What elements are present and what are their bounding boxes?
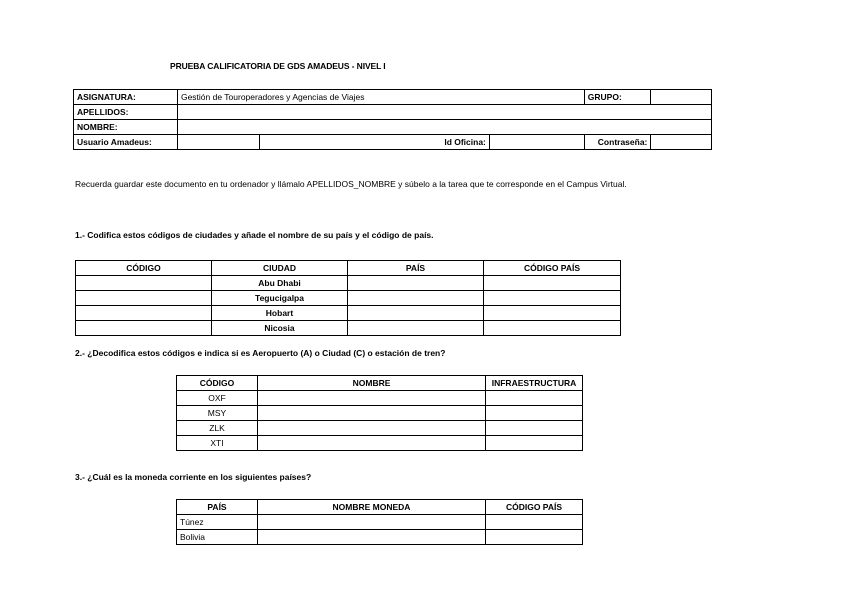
column-header: PAÍS: [348, 261, 484, 276]
question-3: 3.- ¿Cuál es la moneda corriente en los siguientes países?: [75, 472, 312, 482]
column-header: CÓDIGO: [177, 376, 258, 391]
codigo-pais-cell[interactable]: [484, 291, 621, 306]
codigo-pais-cell[interactable]: [486, 530, 583, 545]
table-row: [177, 406, 583, 421]
apellidos-label: APELLIDOS:: [74, 105, 178, 120]
infraestructura-cell[interactable]: [486, 391, 583, 406]
moneda-cell[interactable]: [258, 530, 486, 545]
nombre-cell[interactable]: [258, 391, 486, 406]
codigo-cell: MSY: [177, 406, 258, 421]
table-row: [76, 276, 621, 291]
apellidos-field[interactable]: [177, 105, 711, 120]
asignatura-value[interactable]: Gestión de Touroperadores y Agencias de Viajes: [177, 90, 584, 105]
table-row: [177, 515, 583, 530]
codigo-pais-cell[interactable]: [484, 306, 621, 321]
usuario-label: Usuario Amadeus:: [74, 135, 178, 150]
nombre-cell[interactable]: [258, 421, 486, 436]
codigo-cell: OXF: [177, 391, 258, 406]
question-1: 1.- Codifica estos códigos de ciudades y añade el nombre de su país y el código de país.: [75, 230, 434, 240]
pais-cell[interactable]: [348, 291, 484, 306]
codigo-pais-cell[interactable]: [486, 515, 583, 530]
table-row: [76, 291, 621, 306]
ciudad-cell: Nicosia: [212, 321, 348, 336]
oficina-field[interactable]: [489, 135, 584, 150]
table-row: [177, 391, 583, 406]
pais-cell[interactable]: [348, 321, 484, 336]
codigo-cell[interactable]: [76, 306, 212, 321]
table-row: [177, 436, 583, 451]
grupo-label: GRUPO:: [584, 90, 651, 105]
column-header: PAÍS: [177, 500, 258, 515]
ciudad-cell: Tegucigalpa: [212, 291, 348, 306]
nombre-cell[interactable]: [258, 406, 486, 421]
ciudad-cell: Abu Dhabi: [212, 276, 348, 291]
table-row: [177, 530, 583, 545]
table-row: [76, 306, 621, 321]
table-row: [177, 421, 583, 436]
nombre-field[interactable]: [177, 120, 711, 135]
codigo-cell[interactable]: [76, 291, 212, 306]
asignatura-label: ASIGNATURA:: [74, 90, 178, 105]
column-header: CÓDIGO PAÍS: [484, 261, 621, 276]
ciudad-cell: Hobart: [212, 306, 348, 321]
codigo-pais-cell[interactable]: [484, 276, 621, 291]
codigo-cell: XTI: [177, 436, 258, 451]
column-header: NOMBRE: [258, 376, 486, 391]
contrasena-field[interactable]: [651, 135, 712, 150]
currency-table: [176, 499, 583, 545]
contrasena-label: Contraseña:: [584, 135, 651, 150]
pais-cell[interactable]: [348, 306, 484, 321]
infraestructura-cell[interactable]: [486, 421, 583, 436]
table-row: [76, 321, 621, 336]
codigo-cell[interactable]: [76, 276, 212, 291]
oficina-label: Id Oficina:: [259, 135, 489, 150]
column-header: INFRAESTRUCTURA: [486, 376, 583, 391]
pais-cell[interactable]: [348, 276, 484, 291]
nombre-label: NOMBRE:: [74, 120, 178, 135]
infraestructura-cell[interactable]: [486, 406, 583, 421]
question-2: 2.- ¿Decodifica estos códigos e indica si es Aeropuerto (A) o Ciudad (C) o estación de tren?: [75, 348, 446, 358]
usuario-field[interactable]: [177, 135, 259, 150]
column-header: NOMBRE MONEDA: [258, 500, 486, 515]
pais-cell: Bolivia: [177, 530, 258, 545]
grupo-field[interactable]: [651, 90, 712, 105]
column-header: CÓDIGO PAÍS: [486, 500, 583, 515]
page-title: PRUEBA CALIFICATORIA DE GDS AMADEUS - NIVEL I: [170, 61, 386, 71]
nombre-cell[interactable]: [258, 436, 486, 451]
column-header: CIUDAD: [212, 261, 348, 276]
cities-table: [75, 260, 621, 336]
student-info-table: [73, 89, 712, 150]
codes-table: [176, 375, 583, 451]
codigo-cell: ZLK: [177, 421, 258, 436]
infraestructura-cell[interactable]: [486, 436, 583, 451]
pais-cell: Túnez: [177, 515, 258, 530]
instructions-note: Recuerda guardar este documento en tu ordenador y llámalo APELLIDOS_NOMBRE y súbelo a la tarea que te corresponde en el Campus Virtual.: [75, 179, 627, 189]
codigo-pais-cell[interactable]: [484, 321, 621, 336]
column-header: CÓDIGO: [76, 261, 212, 276]
moneda-cell[interactable]: [258, 515, 486, 530]
codigo-cell[interactable]: [76, 321, 212, 336]
